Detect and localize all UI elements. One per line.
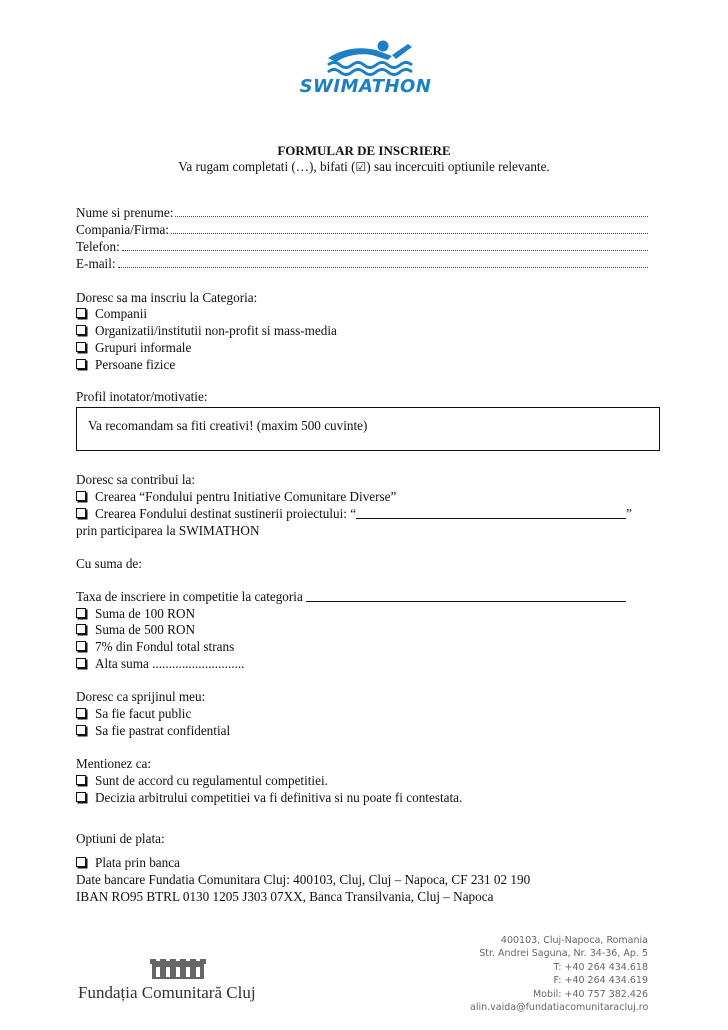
option-label: Crearea Fondului destinat sustinerii proiectului: “ <box>95 506 357 521</box>
phone-blank[interactable] <box>122 239 648 251</box>
fee-label: Taxa de inscriere in competitie la categoria <box>76 589 303 604</box>
mention-heading: Mentionez ca: <box>76 756 152 771</box>
profile-heading: Profil inotator/motivatie: <box>76 389 208 404</box>
category-option[interactable] <box>76 306 147 322</box>
checkbox[interactable] <box>76 792 86 802</box>
subtitle-after: ) sau incercuiti optiunile relevante. <box>366 159 550 174</box>
logo-text: SWIMATHON <box>299 76 432 97</box>
contact-fax: F: +40 264 434.619 <box>553 975 648 986</box>
name-field[interactable] <box>76 205 648 221</box>
amount-option-other[interactable] <box>76 656 244 672</box>
option-label: 7% din Fondul total strans <box>95 639 235 654</box>
bank-details-line1: Date bancare Fundatia Comunitara Cluj: 400103, Cluj, Cluj – Napoca, CF 231 02 190 <box>76 872 531 887</box>
company-field[interactable] <box>76 222 648 238</box>
amount-option[interactable] <box>76 639 234 655</box>
option-label: Organizatii/institutii non-profit si mass-media <box>95 323 337 338</box>
checkbox[interactable] <box>76 641 86 651</box>
contribute-footer: prin participarea la SWIMATHON <box>76 523 260 538</box>
project-blank[interactable] <box>356 506 626 519</box>
other-amount-blank[interactable]: ............................ <box>152 656 245 671</box>
castle-icon <box>148 955 208 981</box>
motivation-textbox[interactable] <box>76 407 660 451</box>
checkbox[interactable] <box>76 624 86 634</box>
email-blank[interactable] <box>118 256 648 268</box>
contact-address: 400103, Cluj-Napoca, Romania <box>500 935 648 946</box>
option-label: Sa fie facut public <box>95 706 192 721</box>
checkbox[interactable] <box>76 708 86 718</box>
checkbox[interactable] <box>76 359 86 369</box>
option-label: Alta suma <box>95 656 149 671</box>
foundation-name: Fundația Comunitară Cluj <box>78 983 256 1002</box>
swimmer-icon <box>288 38 443 78</box>
amount-option[interactable] <box>76 622 195 638</box>
phone-field[interactable] <box>76 239 648 255</box>
company-label: Compania/Firma: <box>76 222 170 237</box>
check-icon: ☑ <box>355 160 367 174</box>
option-label: Suma de 500 RON <box>95 622 196 637</box>
fee-row[interactable] <box>76 589 626 605</box>
contribute-option[interactable] <box>76 506 632 522</box>
category-heading: Doresc sa ma inscriu la Categoria: <box>76 290 258 305</box>
phone-label: Telefon: <box>76 239 120 254</box>
option-label: Suma de 100 RON <box>95 606 196 621</box>
amount-option[interactable] <box>76 606 195 622</box>
form-title: FORMULAR DE INSCRIERE <box>277 143 451 158</box>
checkbox[interactable] <box>76 342 86 352</box>
checkbox[interactable] <box>76 508 86 518</box>
name-blank[interactable] <box>175 205 648 217</box>
email-label: E-mail: <box>76 256 116 271</box>
option-label: Decizia arbitrului competitiei va fi definitiva si nu poate fi contestata. <box>95 790 463 805</box>
mention-option[interactable] <box>76 790 462 806</box>
contact-street: Str. Andrei Saguna, Nr. 34-36, Ap. 5 <box>479 948 648 959</box>
subtitle-before: Va rugam completati (…), bifati ( <box>178 159 356 174</box>
option-label: Persoane fizice <box>95 357 176 372</box>
category-option[interactable] <box>76 323 337 339</box>
checkbox[interactable] <box>76 325 86 335</box>
category-option[interactable] <box>76 340 191 356</box>
form-subtitle <box>0 159 728 175</box>
fee-blank[interactable] <box>306 589 626 602</box>
motivation-hint: Va recomandam sa fiti creativi! (maxim 500 cuvinte) <box>88 418 368 433</box>
mention-option[interactable] <box>76 773 328 789</box>
support-option[interactable] <box>76 706 191 722</box>
option-label: Sa fie pastrat confidential <box>95 723 231 738</box>
option-label: Companii <box>95 306 148 321</box>
checkbox[interactable] <box>76 775 86 785</box>
checkbox[interactable] <box>76 857 86 867</box>
quote-close: ” <box>626 506 632 521</box>
foundation-logo <box>78 955 256 1005</box>
contribute-option[interactable] <box>76 489 396 505</box>
amount-heading: Cu suma de: <box>76 556 142 571</box>
support-heading: Doresc ca sprijinul meu: <box>76 689 206 704</box>
checkbox[interactable] <box>76 725 86 735</box>
checkbox[interactable] <box>76 308 86 318</box>
contact-mobile: Mobil: +40 757 382.426 <box>532 989 648 1000</box>
category-option[interactable] <box>76 357 175 373</box>
option-label: Plata prin banca <box>95 855 180 870</box>
checkbox[interactable] <box>76 658 86 668</box>
option-label: Grupuri informale <box>95 340 192 355</box>
company-blank[interactable] <box>171 222 648 234</box>
support-option[interactable] <box>76 723 230 739</box>
option-label: Crearea “Fondului pentru Initiative Comunitare Diverse” <box>95 489 397 504</box>
payment-option[interactable] <box>76 855 180 871</box>
name-label: Nume si prenume: <box>76 205 174 220</box>
contact-email[interactable]: alin.vaida@fundatiacomunitaracluj.ro <box>470 1002 649 1013</box>
swimathon-logo <box>288 38 443 100</box>
payment-heading: Optiuni de plata: <box>76 831 165 846</box>
checkbox[interactable] <box>76 491 86 501</box>
checkbox[interactable] <box>76 608 86 618</box>
email-field[interactable] <box>76 256 648 272</box>
contact-phone: T: +40 264 434.618 <box>553 962 648 973</box>
option-label: Sunt de accord cu regulamentul competitiei. <box>95 773 328 788</box>
contribute-heading: Doresc sa contribui la: <box>76 472 196 487</box>
bank-details-line2: IBAN RO95 BTRL 0130 1205 J303 07XX, Banca Transilvania, Cluj – Napoca <box>76 889 494 904</box>
